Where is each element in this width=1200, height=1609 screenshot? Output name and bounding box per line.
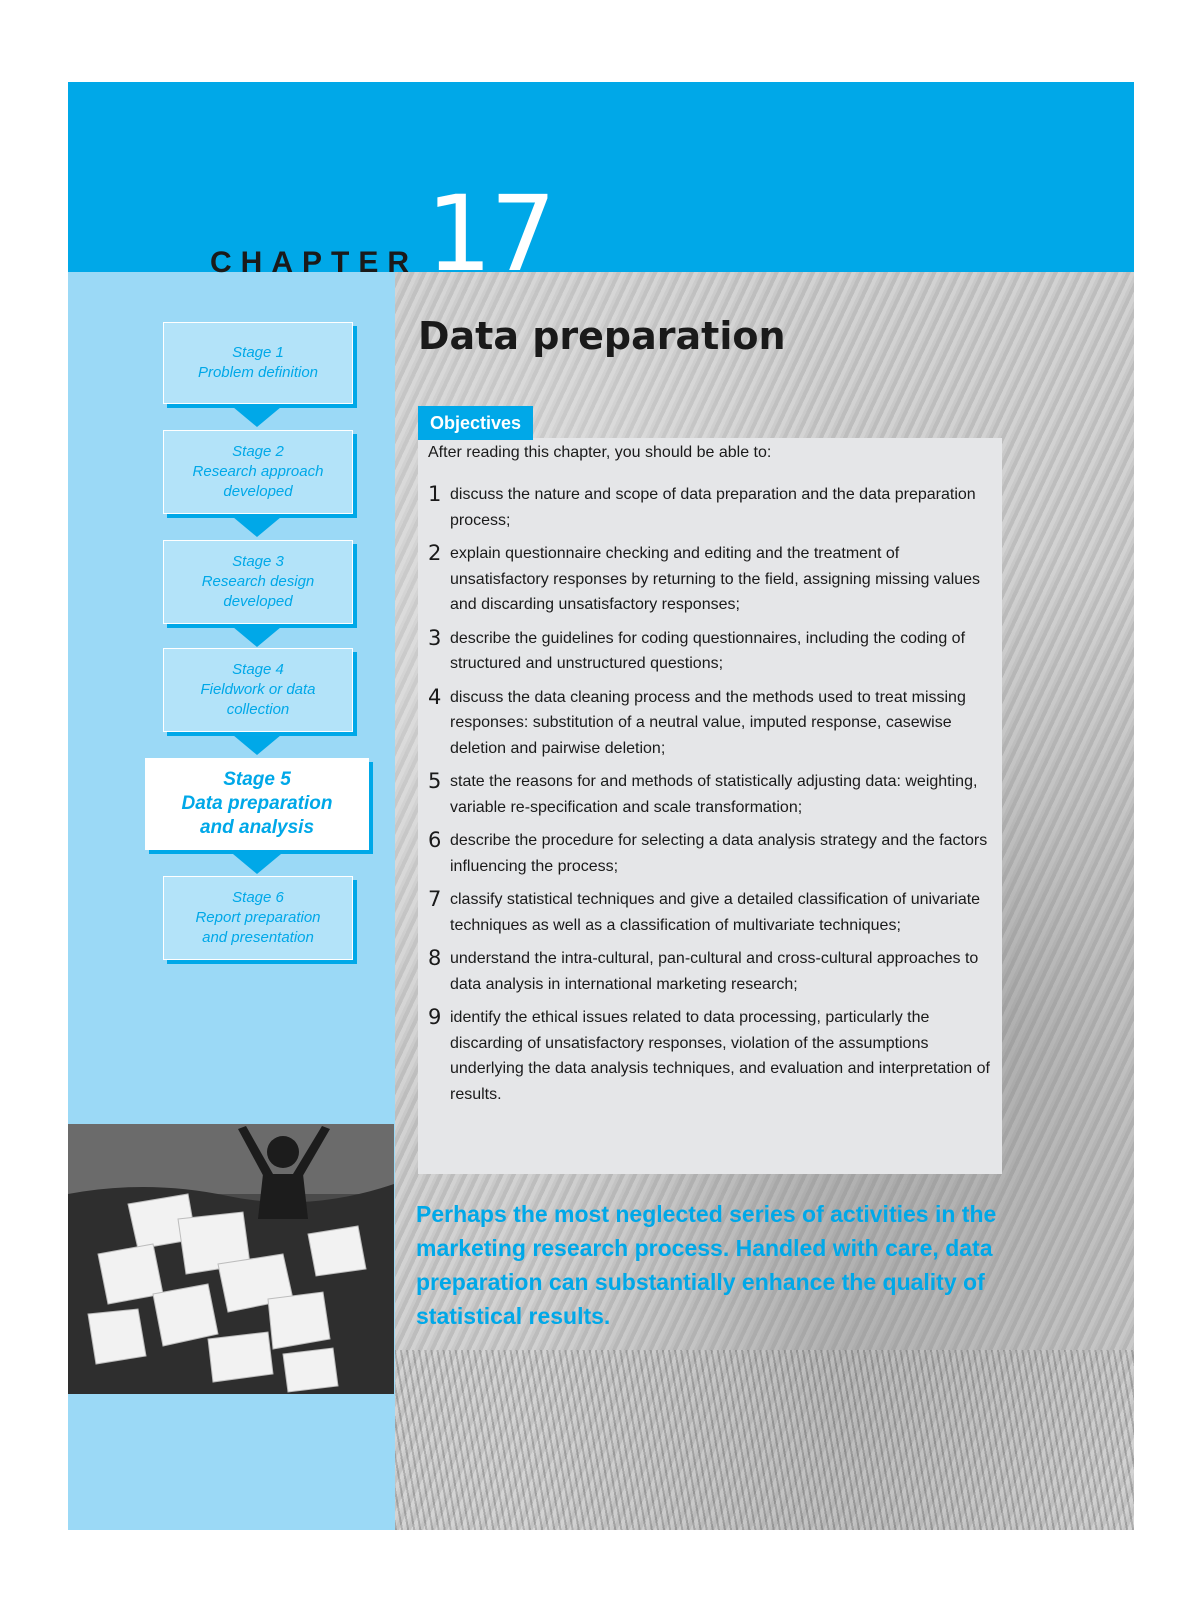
stage-4-title: Stage 4 xyxy=(232,661,284,678)
stage-5-box-active xyxy=(145,758,369,850)
objective-text: discuss the data cleaning process and the methods used to treat missing responses: substitution of a neutral value, imputed response, casewise deletion and pairwise deletion; xyxy=(450,688,966,757)
list-item xyxy=(428,769,998,820)
objective-text: describe the procedure for selecting a data analysis strategy and the factors influencing the process; xyxy=(450,832,988,875)
stage-4-box xyxy=(163,648,353,732)
objective-number: 7 xyxy=(428,887,442,911)
stage-4-desc: Fieldwork or data xyxy=(200,681,316,698)
list-item xyxy=(428,541,998,618)
objective-text: identify the ethical issues related to data processing, particularly the discarding of unsatisfactory responses, violation of the assumptions underlying the data analysis techniques, and evaluation and interpretation of results. xyxy=(450,1009,990,1103)
objective-number: 9 xyxy=(428,1005,442,1029)
list-item xyxy=(428,946,998,997)
objective-text: classify statistical techniques and give a detailed classification of univariate techniques as well as a classification of multivariate techniques; xyxy=(450,891,981,934)
stage-5-desc-2: and analysis xyxy=(199,817,315,838)
objective-number: 4 xyxy=(428,684,442,709)
stage-5-title: Stage 5 xyxy=(223,769,291,790)
stage-2-box xyxy=(163,430,353,514)
stage-6-box xyxy=(163,876,353,960)
stage-1-desc: Problem definition xyxy=(197,364,319,381)
stage-6-desc-2: and presentation xyxy=(202,929,314,946)
stage-3-title: Stage 3 xyxy=(232,553,284,570)
objective-number: 2 xyxy=(428,541,442,565)
objective-text: describe the guidelines for coding questionnaires, including the coding of structured and unstructured questions; xyxy=(450,629,966,672)
objective-text: discuss the nature and scope of data preparation and the data preparation process; xyxy=(450,486,976,529)
list-item xyxy=(428,828,998,879)
list-item xyxy=(428,626,998,677)
chapter-title: Data preparation xyxy=(418,314,786,358)
scattered-papers-photo xyxy=(68,1124,394,1394)
stage-4-desc-2: collection xyxy=(226,701,290,718)
list-item xyxy=(428,1005,998,1107)
stage-2-desc-2: developed xyxy=(223,483,293,500)
objective-number: 5 xyxy=(428,769,442,793)
chapter-label: CHAPTER xyxy=(210,246,419,279)
objective-text: explain questionnaire checking and editing and the treatment of unsatisfactory responses by returning to the field, assigning missing values and discarding unsatisfactory responses; xyxy=(450,545,981,613)
stage-2-title: Stage 2 xyxy=(232,443,284,460)
stage-6-title: Stage 6 xyxy=(232,889,284,906)
objectives-list xyxy=(428,482,998,1115)
objectives-intro: After reading this chapter, you should be able to: xyxy=(428,444,772,461)
chapter-number: 17 xyxy=(426,173,555,295)
objective-text: understand the intra-cultural, pan-cultural and cross-cultural approaches to data analysis in international marketing research; xyxy=(450,950,979,993)
stage-6-desc: Report preparation xyxy=(195,909,321,926)
header-band xyxy=(68,82,1134,272)
stage-3-desc-2: developed xyxy=(223,593,293,610)
down-arrow-icon xyxy=(233,735,281,755)
list-item xyxy=(428,887,998,938)
stage-1-box xyxy=(163,322,353,404)
down-arrow-icon xyxy=(233,517,281,537)
down-arrow-icon xyxy=(233,854,281,874)
list-item xyxy=(428,685,998,762)
objective-number: 6 xyxy=(428,828,442,852)
stage-5-desc: Data preparation xyxy=(181,793,333,814)
photo-illustration xyxy=(68,1124,394,1394)
down-arrow-icon xyxy=(233,627,281,647)
objective-number: 3 xyxy=(428,625,442,650)
stage-2-desc: Research approach xyxy=(192,463,324,480)
objective-number: 8 xyxy=(428,946,442,970)
objectives-tab: Objectives xyxy=(418,406,533,440)
stage-3-desc: Research design xyxy=(201,573,315,590)
stage-1-title: Stage 1 xyxy=(232,344,284,361)
chapter-quote: Perhaps the most neglected series of activities in the marketing research process. Handled with care, data preparation can substantially enhance the quality of statistical results. xyxy=(416,1201,997,1329)
stage-3-box xyxy=(163,540,353,624)
list-item xyxy=(428,482,998,533)
objective-text: state the reasons for and methods of statistically adjusting data: weighting, variable re-specification and scale transformation; xyxy=(450,773,978,816)
chapter-opener-page xyxy=(68,82,1134,1530)
objective-number: 1 xyxy=(428,482,442,506)
down-arrow-icon xyxy=(233,407,281,427)
